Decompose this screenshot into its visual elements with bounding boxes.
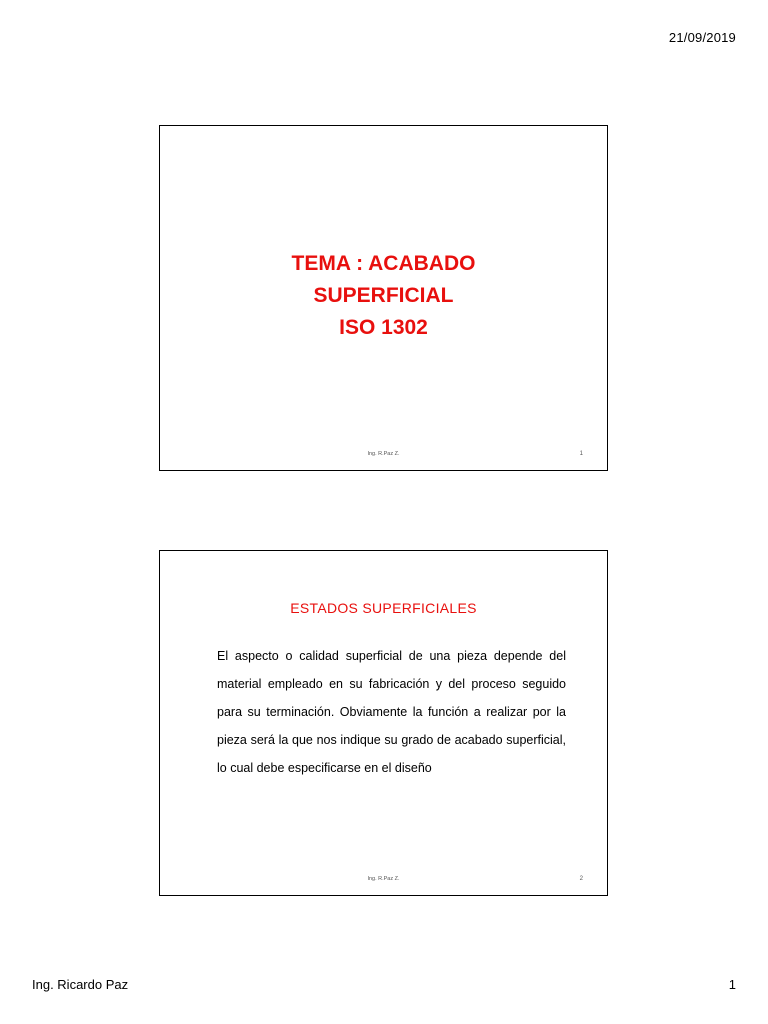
slide-footer-number: 2 bbox=[579, 876, 583, 882]
slide-body-text: El aspecto o calidad superficial de una pieza depende del material empleado en su fabricación y del proceso seguido para su terminación. Obviamente la función a realizar por la pieza será la que nos indique su grado de acabado superficial, lo cual debe especificarse en el diseño bbox=[217, 649, 566, 775]
page-number: 1 bbox=[728, 977, 736, 992]
page-footer-author: Ing. Ricardo Paz bbox=[32, 977, 129, 992]
page-date: 21/09/2019 bbox=[668, 30, 736, 45]
slide-title-line-3: ISO 1302 bbox=[339, 316, 428, 339]
slide-footer-author: Ing. R.Paz Z. bbox=[367, 876, 400, 882]
slide-footer-number: 1 bbox=[579, 451, 583, 457]
slide-title-line-2: SUPERFICIAL bbox=[313, 284, 454, 307]
slide-2 bbox=[159, 550, 608, 896]
slide-footer-author: Ing. R.Paz Z. bbox=[367, 451, 400, 457]
slide-title-line-1: TEMA : ACABADO bbox=[291, 252, 476, 275]
slide-heading: ESTADOS SUPERFICIALES bbox=[290, 600, 477, 616]
slide-title bbox=[160, 248, 607, 344]
slide-1 bbox=[159, 125, 608, 471]
